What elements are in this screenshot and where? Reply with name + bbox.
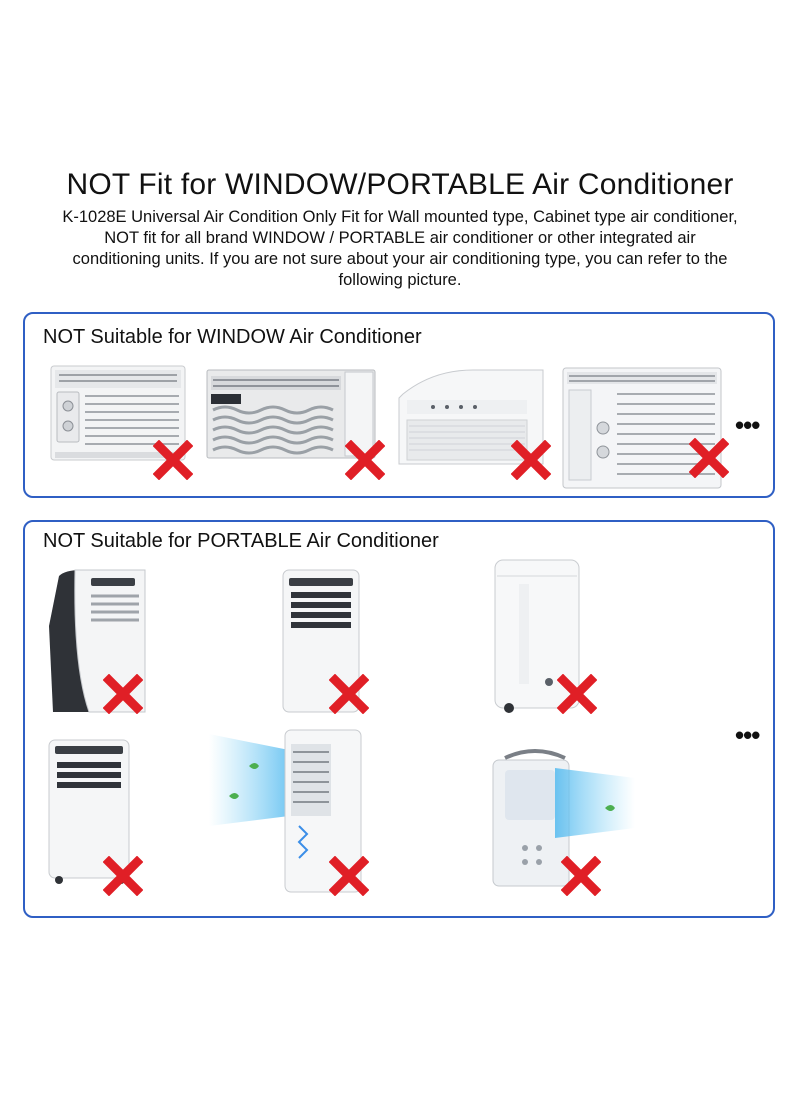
page-description: K-1028E Universal Air Condition Only Fit for Wall mounted type, Cabinet type air conditioner, NOT fit for all brand WINDOW / PORTABLE air conditioner or other integrated air conditioning units. If you are not sure about your air conditioning type, you can refer to the following picture. (62, 208, 738, 289)
window-ac-panel (23, 312, 775, 498)
red-x-icon (561, 856, 601, 896)
red-x-icon (511, 440, 551, 480)
window-panel-title: NOT Suitable for WINDOW Air Conditioner (43, 326, 422, 348)
red-x-icon (345, 440, 385, 480)
red-x-icon (329, 856, 369, 896)
more-window-types-ellipsis: ••• (735, 410, 760, 440)
red-x-icon (329, 674, 369, 714)
red-x-icon (103, 674, 143, 714)
portable-panel-title: NOT Suitable for PORTABLE Air Conditioner (43, 530, 439, 552)
red-x-icon (557, 674, 597, 714)
red-x-icon (153, 440, 193, 480)
red-x-icon (689, 438, 729, 478)
red-x-icon (103, 856, 143, 896)
more-portable-types-ellipsis: ••• (735, 720, 760, 750)
page-title: NOT Fit for WINDOW/PORTABLE Air Conditioner (66, 168, 734, 201)
portable-ac-panel (23, 520, 775, 918)
